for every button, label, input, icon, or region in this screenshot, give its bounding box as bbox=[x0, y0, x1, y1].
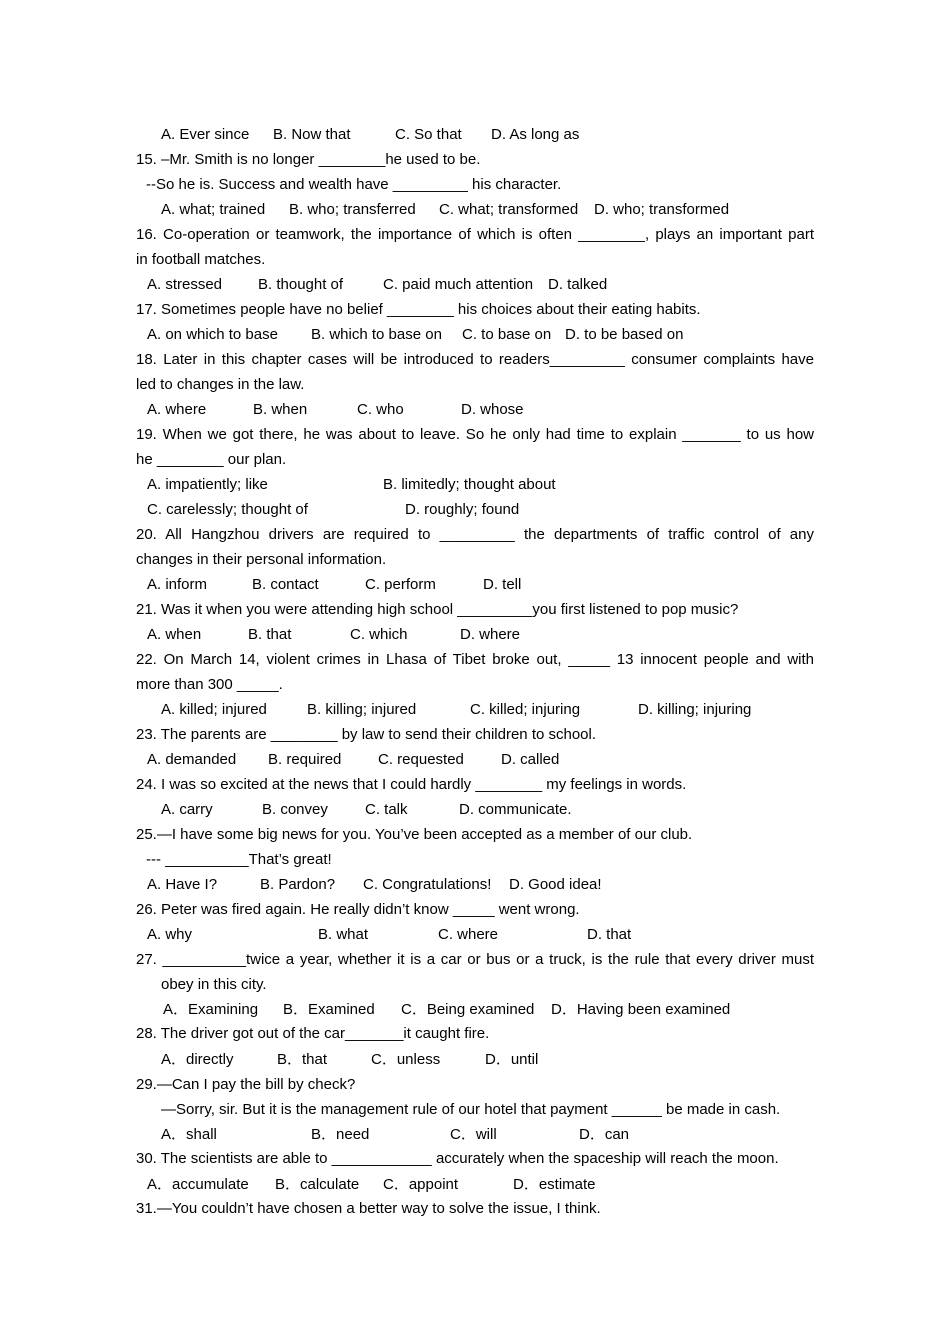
option-d: D. Good idea! bbox=[509, 876, 602, 893]
question-21: 21. Was it when you were attending high school _________you first listened to pop music? bbox=[136, 601, 739, 618]
question-16: 16. Co-operation or teamwork, the importance of which is often ________, plays an important part bbox=[136, 226, 814, 243]
option-d: D. killing; injuring bbox=[638, 701, 752, 718]
question-15: 15. –Mr. Smith is no longer ________he used to be. bbox=[136, 151, 481, 168]
option-b: B. Pardon? bbox=[260, 876, 336, 893]
option-d: D．Having been examined bbox=[551, 1001, 731, 1018]
option-c: C. who bbox=[357, 401, 404, 418]
question-text: led to changes in the law. bbox=[136, 376, 305, 393]
option-b: B．Examined bbox=[283, 1001, 375, 1018]
option-d: D. who; transformed bbox=[594, 201, 730, 218]
option-a: A. killed; injured bbox=[161, 701, 267, 718]
option-b: B．that bbox=[277, 1051, 328, 1068]
question-22: 22. On March 14, violent crimes in Lhasa of Tibet broke out, _____ 13 innocent people and with bbox=[136, 651, 814, 668]
option-a: A. what; trained bbox=[161, 201, 266, 218]
option-c: C. Congratulations! bbox=[363, 876, 492, 893]
option-c: C．will bbox=[450, 1126, 497, 1143]
option-a: A．shall bbox=[161, 1126, 217, 1143]
question-17: 17. Sometimes people have no belief ________ his choices about their eating habits. bbox=[136, 301, 701, 318]
option-c: C. what; transformed bbox=[439, 201, 579, 218]
option-a: A. on which to base bbox=[147, 326, 278, 343]
option-b: B．calculate bbox=[275, 1176, 360, 1193]
option-a: A. why bbox=[147, 926, 193, 943]
option-c: C．Being examined bbox=[401, 1001, 535, 1018]
question-26: 26. Peter was fired again. He really didn’t know _____ went wrong. bbox=[136, 901, 580, 918]
question-27: 27. __________twice a year, whether it is a car or bus or a truck, is the rule that every driver must bbox=[136, 951, 814, 968]
option-d: D. that bbox=[587, 926, 632, 943]
option-c: C. paid much attention bbox=[383, 276, 534, 293]
option-b: B. that bbox=[248, 626, 292, 643]
option-c: C. requested bbox=[378, 751, 464, 768]
option-c: C. talk bbox=[365, 801, 408, 818]
question-29: 29.—Can I pay the bill by check? bbox=[136, 1076, 356, 1093]
option-b: B．need bbox=[311, 1126, 370, 1143]
option-a: A. carry bbox=[161, 801, 213, 818]
option-c: C. where bbox=[438, 926, 499, 943]
question-18: 18. Later in this chapter cases will be introduced to readers_________ consumer complaints have bbox=[136, 351, 814, 368]
option-b: B. Now that bbox=[273, 126, 351, 143]
option-a: A．directly bbox=[161, 1051, 234, 1068]
option-c: C. which bbox=[350, 626, 408, 643]
option-b: B. what bbox=[318, 926, 369, 943]
question-24: 24. I was so excited at the news that I could hardly ________ my feelings in words. bbox=[136, 776, 687, 793]
option-b: B. contact bbox=[252, 576, 319, 593]
question-25: 25.—I have some big news for you. You’ve been accepted as a member of our club. bbox=[136, 826, 693, 843]
option-c: C. perform bbox=[365, 576, 436, 593]
option-d: D. called bbox=[501, 751, 560, 768]
option-a: A. where bbox=[147, 401, 207, 418]
option-b: B. when bbox=[253, 401, 308, 418]
question-text: --So he is. Success and wealth have _________ his character. bbox=[146, 176, 562, 193]
option-d: D．can bbox=[579, 1126, 630, 1143]
option-d: D. As long as bbox=[491, 126, 580, 143]
question-text: —Sorry, sir. But it is the management rule of our hotel that payment ______ be made in cash. bbox=[161, 1101, 781, 1118]
option-d: D．until bbox=[485, 1051, 539, 1068]
option-b: B. which to base on bbox=[311, 326, 442, 343]
option-c: C. carelessly; thought of bbox=[147, 501, 308, 518]
option-d: D. to be based on bbox=[565, 326, 684, 343]
option-d: D. tell bbox=[483, 576, 522, 593]
option-c: C. killed; injuring bbox=[470, 701, 581, 718]
option-a: A. inform bbox=[147, 576, 208, 593]
question-28: 28. The driver got out of the car_______it caught fire. bbox=[136, 1025, 490, 1042]
option-b: B. who; transferred bbox=[289, 201, 416, 218]
option-d: D. whose bbox=[461, 401, 524, 418]
option-c: C. So that bbox=[395, 126, 462, 143]
question-text: in football matches. bbox=[136, 251, 266, 268]
option-d: D. roughly; found bbox=[405, 501, 520, 518]
question-text: obey in this city. bbox=[161, 976, 267, 993]
option-a: A. when bbox=[147, 626, 202, 643]
option-a: A．Examining bbox=[163, 1001, 259, 1018]
option-b: B. convey bbox=[262, 801, 328, 818]
option-a: A. Ever since bbox=[161, 126, 250, 143]
option-c: C．appoint bbox=[383, 1176, 459, 1193]
option-a: A．accumulate bbox=[147, 1176, 249, 1193]
question-31: 31.—You couldn’t have chosen a better way to solve the issue, I think. bbox=[136, 1200, 601, 1217]
option-a: A. stressed bbox=[147, 276, 223, 293]
question-text: changes in their personal information. bbox=[136, 551, 387, 568]
option-b: B. required bbox=[268, 751, 342, 768]
question-text: more than 300 _____. bbox=[136, 676, 283, 693]
option-a: A. Have I? bbox=[147, 876, 218, 893]
option-b: B. killing; injured bbox=[307, 701, 417, 718]
question-20: 20. All Hangzhou drivers are required to _________ the departments of traffic control of any bbox=[136, 526, 814, 543]
question-text: --- __________That’s great! bbox=[146, 851, 332, 868]
option-b: B. limitedly; thought about bbox=[383, 476, 556, 493]
question-30: 30. The scientists are able to ____________ accurately when the spaceship will reach the moon. bbox=[136, 1150, 779, 1167]
option-d: D. where bbox=[460, 626, 521, 643]
option-c: C. to base on bbox=[462, 326, 552, 343]
option-b: B. thought of bbox=[258, 276, 344, 293]
question-19: 19. When we got there, he was about to leave. So he only had time to explain _______ to us how bbox=[136, 426, 814, 443]
question-text: he ________ our plan. bbox=[136, 451, 287, 468]
option-d: D. communicate. bbox=[459, 801, 572, 818]
option-c: C．unless bbox=[371, 1051, 441, 1068]
option-d: D. talked bbox=[548, 276, 608, 293]
option-a: A. demanded bbox=[147, 751, 237, 768]
option-d: D．estimate bbox=[513, 1176, 596, 1193]
option-a: A. impatiently; like bbox=[147, 476, 268, 493]
question-23: 23. The parents are ________ by law to send their children to school. bbox=[136, 726, 597, 743]
